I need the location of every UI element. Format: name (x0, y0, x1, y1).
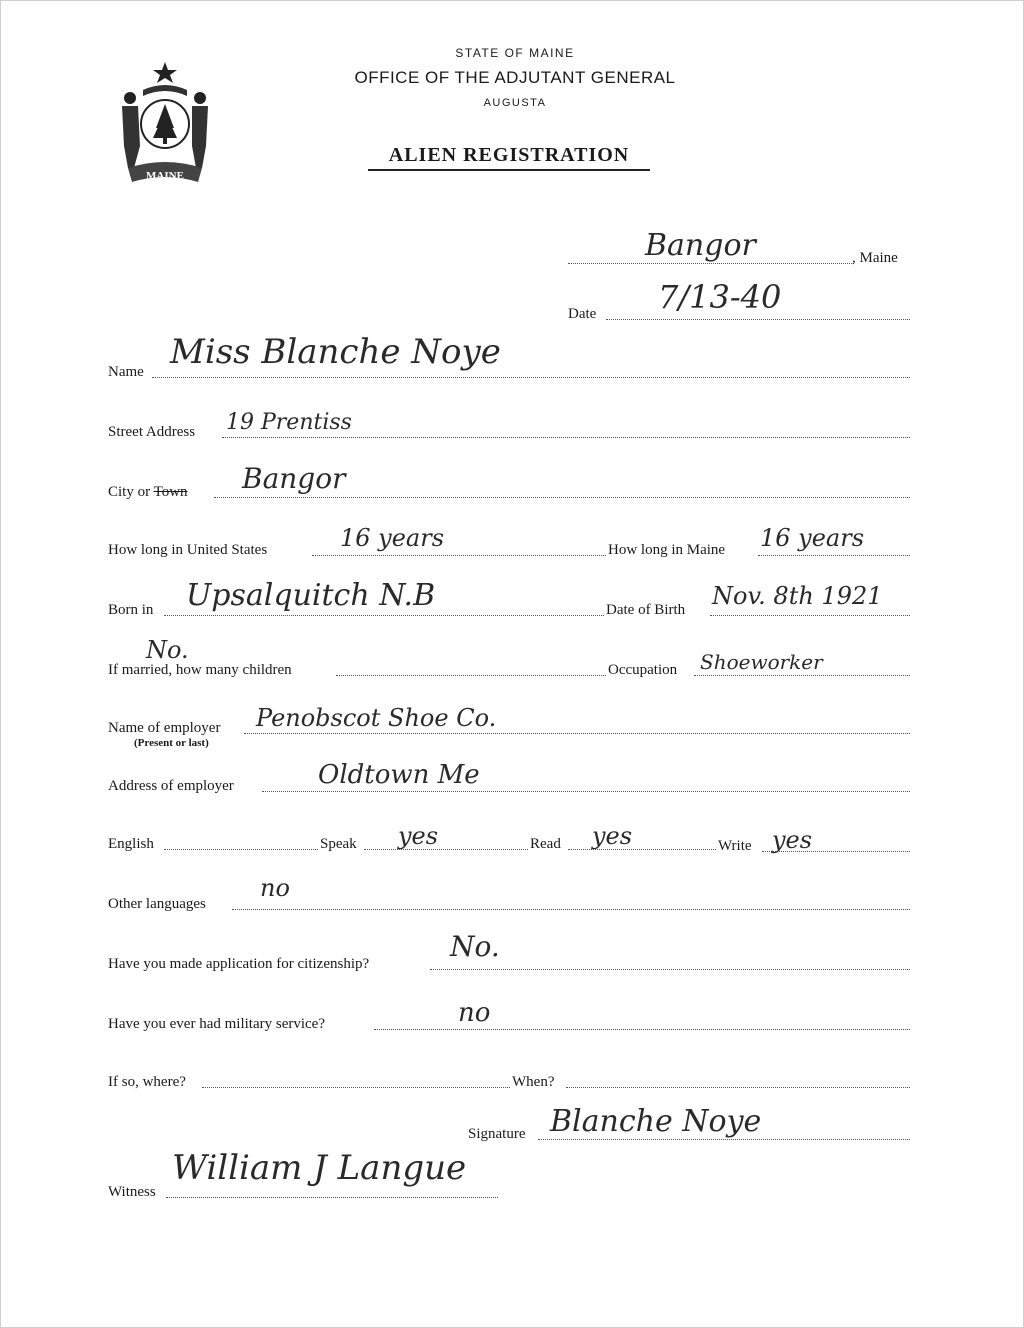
speak-label: Speak (320, 836, 357, 852)
street-line (222, 436, 910, 438)
occupation-value: Shoeworker (700, 650, 823, 674)
speak-value: yes (398, 822, 439, 850)
employer-address-line (262, 790, 910, 792)
children-line (336, 674, 606, 676)
employer-address-value: Oldtown Me (318, 760, 480, 790)
street-label: Street Address (108, 424, 196, 440)
us-years-line (312, 554, 606, 556)
header-state: STATE OF MAINE (455, 46, 575, 60)
dob-line (710, 614, 910, 616)
maine-years-line (758, 554, 910, 556)
occupation-label: Occupation (608, 662, 678, 678)
street-value: 19 Prentiss (226, 410, 352, 435)
place-suffix: , Maine (852, 250, 898, 266)
military-label: Have you ever had military service? (108, 1016, 325, 1032)
children-value: No. (146, 636, 189, 664)
write-value: yes (772, 826, 813, 854)
read-label: Read (530, 836, 561, 852)
maine-state-seal (108, 58, 222, 188)
signature-label: Signature (468, 1126, 526, 1142)
witness-value: William J Langue (172, 1148, 467, 1188)
where-label: If so, where? (108, 1074, 186, 1090)
born-label: Born in (108, 602, 154, 618)
date-value: 7/13-40 (658, 278, 782, 316)
employer-line (244, 732, 910, 734)
where-line (202, 1086, 510, 1088)
employer-sublabel: (Present or last) (134, 737, 209, 749)
other-languages-value: no (260, 874, 290, 902)
date-line (606, 318, 910, 320)
date-label: Date (568, 306, 597, 322)
military-line (374, 1028, 910, 1030)
citizenship-label: Have you made application for citizenship? (108, 956, 370, 972)
employer-label: Name of employer (108, 720, 221, 736)
born-value: Upsalquitch N.B (186, 578, 436, 613)
signature-value: Blanche Noye (550, 1104, 762, 1139)
speak-line (364, 848, 528, 850)
name-line (152, 376, 910, 378)
name-value: Miss Blanche Noye (170, 332, 501, 372)
dob-value: Nov. 8th 1921 (712, 582, 883, 610)
header-office: OFFICE OF THE ADJUTANT GENERAL (354, 68, 676, 87)
svg-text:MAINE: MAINE (146, 170, 184, 182)
occupation-line (694, 674, 910, 676)
military-value: no (458, 998, 491, 1028)
witness-line (166, 1196, 498, 1198)
citizenship-value: No. (450, 930, 500, 963)
maine-years-value: 16 years (760, 524, 865, 552)
english-line (164, 848, 318, 850)
witness-label: Witness (108, 1184, 156, 1200)
read-value: yes (592, 822, 633, 850)
city-line (214, 496, 910, 498)
employer-value: Penobscot Shoe Co. (256, 704, 497, 732)
us-years-value: 16 years (340, 524, 445, 552)
city-value: Bangor (242, 462, 346, 495)
employer-address-label: Address of employer (108, 778, 234, 794)
write-label: Write (718, 838, 752, 854)
city-label: City or Town (108, 484, 188, 500)
place-value: Bangor (645, 228, 756, 263)
when-label: When? (512, 1074, 555, 1090)
read-line (568, 848, 716, 850)
born-line (164, 614, 604, 616)
us-years-label: How long in United States (108, 542, 268, 558)
form-title: ALIEN REGISTRATION (368, 144, 650, 171)
english-label: English (108, 836, 154, 852)
other-languages-label: Other languages (108, 896, 206, 912)
other-languages-line (232, 908, 910, 910)
when-line (566, 1086, 910, 1088)
citizenship-line (430, 968, 910, 970)
dob-label: Date of Birth (606, 602, 686, 618)
name-label: Name (108, 364, 144, 380)
maine-years-label: How long in Maine (608, 542, 726, 558)
header-city: AUGUSTA (483, 97, 547, 109)
children-label: If married, how many children (108, 662, 292, 678)
